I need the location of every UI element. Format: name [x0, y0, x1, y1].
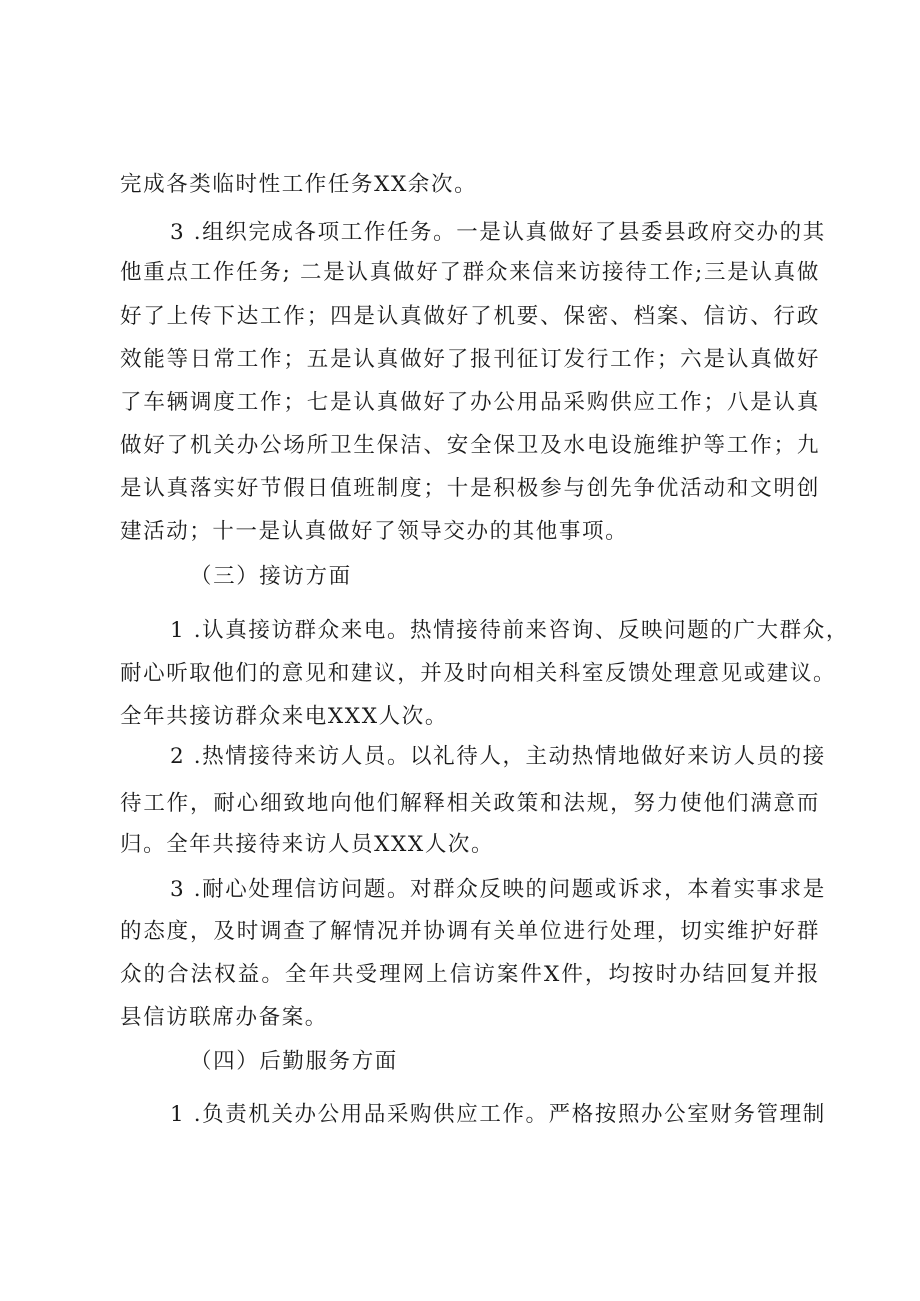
paragraph-start-line: 3 .耐心处理信访问题。对群众反映的问题或诉求，本着实事求是	[170, 877, 826, 902]
paragraph-start-line: 1 .认真接访群众来电。热情接待前来咨询、反映问题的广大群众，	[170, 618, 849, 643]
text-line: 建活动；十一是认真做好了领导交办的其他事项。	[120, 519, 629, 544]
text-line: 县信访联席办备案。	[120, 1005, 328, 1030]
text-line: 耐心听取他们的意见和建议，并及时向相关科室反馈处理意见或建议。	[120, 661, 837, 686]
paragraph-start-line: 3 .组织完成各项工作任务。一是认真做好了县委县政府交办的其	[170, 220, 826, 245]
section-heading: （三）接访方面	[190, 564, 352, 589]
text-line: 众的合法权益。全年共受理网上信访案件X件，均按时办结回复并报	[120, 962, 820, 987]
section-heading: （四）后勤服务方面	[190, 1049, 398, 1074]
text-line: 归。全年共接待来访人员XXX人次。	[120, 832, 495, 857]
text-line: 做好了机关办公场所卫生保洁、安全保卫及水电设施维护等工作；九	[120, 433, 820, 458]
text-line: 完成各类临时性工作任务XX余次。	[120, 172, 478, 197]
text-line: 了车辆调度工作；七是认真做好了办公用品采购供应工作；八是认真	[120, 390, 820, 415]
text-line: 的态度，及时调查了解情况并协调有关单位进行处理，切实维护好群	[120, 919, 820, 944]
paragraph-start-line: 1 .负责机关办公用品采购供应工作。严格按照办公室财务管理制	[170, 1102, 826, 1127]
text-line: 全年共接访群众来电XXX人次。	[120, 704, 448, 729]
text-line: 效能等日常工作；五是认真做好了报刊征订发行工作；六是认真做好	[120, 347, 820, 372]
text-line: 是认真落实好节假日值班制度；十是积极参与创先争优活动和文明创	[120, 476, 820, 501]
paragraph-start-line: 2 .热情接待来访人员。以礼待人，主动热情地做好来访人员的接	[170, 744, 826, 769]
text-line: 好了上传下达工作；四是认真做好了机要、保密、档案、信访、行政	[120, 304, 820, 329]
text-line: 他重点工作任务; 二是认真做好了群众来信来访接待工作;三是认真做	[120, 260, 820, 285]
text-line: 待工作，耐心细致地向他们解释相关政策和法规，努力使他们满意而	[120, 791, 820, 816]
